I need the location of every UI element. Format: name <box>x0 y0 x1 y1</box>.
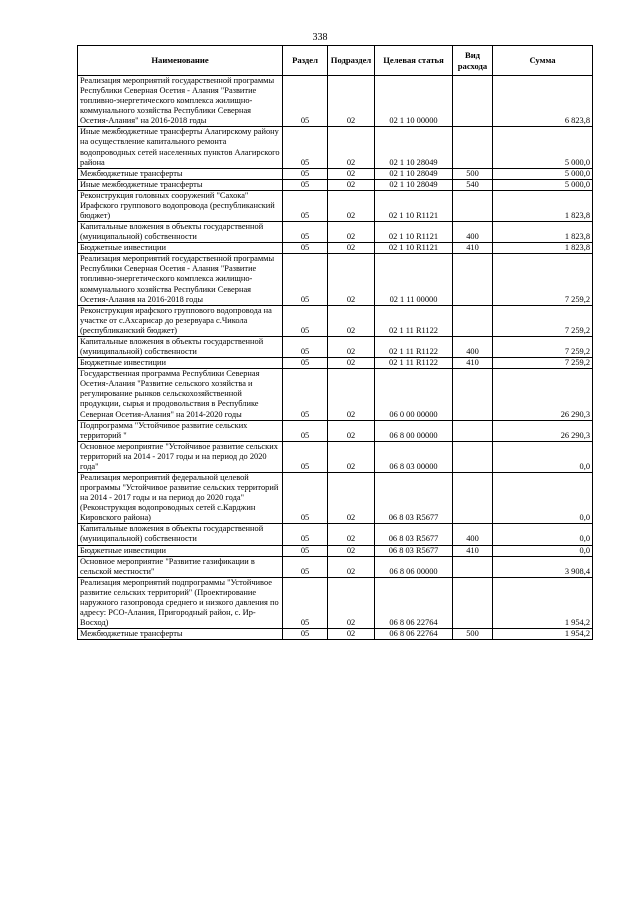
row-expense-type <box>453 441 493 472</box>
row-name: Межбюджетные трансферты <box>78 168 283 179</box>
row-sum: 1 954,2 <box>493 629 593 640</box>
row-expense-type <box>453 305 493 336</box>
row-name: Бюджетные инвестиции <box>78 243 283 254</box>
row-subsection: 02 <box>328 127 375 168</box>
row-subsection: 02 <box>328 168 375 179</box>
row-expense-type: 540 <box>453 179 493 190</box>
row-name: Бюджетные инвестиции <box>78 358 283 369</box>
row-subsection: 02 <box>328 369 375 420</box>
row-sum: 5 000,0 <box>493 127 593 168</box>
row-target: 02 1 10 28049 <box>375 168 453 179</box>
row-subsection: 02 <box>328 190 375 221</box>
row-subsection: 02 <box>328 358 375 369</box>
table-row <box>78 577 593 628</box>
row-sum: 1 823,8 <box>493 222 593 243</box>
row-section: 05 <box>283 369 328 420</box>
row-sum: 0,0 <box>493 545 593 556</box>
row-section: 05 <box>283 420 328 441</box>
row-subsection: 02 <box>328 336 375 357</box>
row-sum: 0,0 <box>493 441 593 472</box>
row-expense-type <box>453 369 493 420</box>
row-subsection: 02 <box>328 472 375 523</box>
row-subsection: 02 <box>328 545 375 556</box>
row-target: 06 8 03 00000 <box>375 441 453 472</box>
row-expense-type <box>453 76 493 127</box>
row-name: Государственная программа Республики Северная Осетия-Алания "Развитие сельского хозяйства и регулирование рынков сельскохозяйственной продукции, сырья и продовольствия в Республике Северная Осетия-Алания" на 2014-2020 годы <box>78 369 283 420</box>
table-row <box>78 243 593 254</box>
row-name: Реализация мероприятий государственной программы Республики Северная Осетия - Алания "Развитие топливно-энергетического комплекса жилищно-коммунального хозяйства Республики Северная Осетия-Алания" на 2016-2018 годы <box>78 76 283 127</box>
row-name: Капитальные вложения в объекты государственной (муниципальной) собственности <box>78 222 283 243</box>
row-name: Иные межбюджетные трансферты <box>78 179 283 190</box>
row-section: 05 <box>283 168 328 179</box>
row-expense-type <box>453 420 493 441</box>
row-subsection: 02 <box>328 222 375 243</box>
row-name: Межбюджетные трансферты <box>78 629 283 640</box>
row-section: 05 <box>283 336 328 357</box>
row-target: 06 8 06 22764 <box>375 577 453 628</box>
row-sum: 7 259,2 <box>493 254 593 305</box>
row-subsection: 02 <box>328 524 375 545</box>
row-section: 05 <box>283 524 328 545</box>
row-section: 05 <box>283 472 328 523</box>
row-expense-type <box>453 577 493 628</box>
row-expense-type: 400 <box>453 524 493 545</box>
table-row <box>78 190 593 221</box>
row-name: Подпрограмма "Устойчивое развитие сельских территорий " <box>78 420 283 441</box>
row-name: Основное мероприятие "Развитие газификации в сельской местности" <box>78 556 283 577</box>
row-subsection: 02 <box>328 243 375 254</box>
header-sum: Сумма <box>493 46 593 76</box>
table-row <box>78 545 593 556</box>
row-sum: 5 000,0 <box>493 168 593 179</box>
table-row <box>78 420 593 441</box>
row-section: 05 <box>283 556 328 577</box>
row-name: Капитальные вложения в объекты государственной (муниципальной) собственности <box>78 336 283 357</box>
row-subsection: 02 <box>328 305 375 336</box>
row-name: Капитальные вложения в объекты государственной (муниципальной) собственности <box>78 524 283 545</box>
table-row <box>78 524 593 545</box>
row-target: 02 1 10 28049 <box>375 127 453 168</box>
row-section: 05 <box>283 179 328 190</box>
row-sum: 7 259,2 <box>493 336 593 357</box>
table-row <box>78 76 593 127</box>
row-expense-type <box>453 556 493 577</box>
row-target: 06 8 03 R5677 <box>375 472 453 523</box>
row-expense-type: 410 <box>453 358 493 369</box>
row-subsection: 02 <box>328 441 375 472</box>
row-sum: 1 954,2 <box>493 577 593 628</box>
row-subsection: 02 <box>328 420 375 441</box>
row-target: 02 1 10 28049 <box>375 179 453 190</box>
row-name: Реализация мероприятий государственной программы Республики Северная Осетия - Алания "Развитие топливно-энергетического комплекса жилищно-коммунального хозяйства Республики Северная Осетия-Алания на 2016-2018 годы <box>78 254 283 305</box>
row-section: 05 <box>283 190 328 221</box>
row-sum: 1 823,8 <box>493 190 593 221</box>
row-section: 05 <box>283 305 328 336</box>
header-name: Наименование <box>78 46 283 76</box>
row-section: 05 <box>283 629 328 640</box>
table-row <box>78 358 593 369</box>
row-expense-type <box>453 472 493 523</box>
row-target: 02 1 11 R1122 <box>375 336 453 357</box>
page-number: 338 <box>312 32 328 43</box>
row-target: 06 8 03 R5677 <box>375 545 453 556</box>
row-name: Бюджетные инвестиции <box>78 545 283 556</box>
row-sum: 5 000,0 <box>493 179 593 190</box>
table-header-row <box>78 46 593 76</box>
row-sum: 6 823,8 <box>493 76 593 127</box>
table-row <box>78 336 593 357</box>
row-subsection: 02 <box>328 76 375 127</box>
row-section: 05 <box>283 76 328 127</box>
row-subsection: 02 <box>328 254 375 305</box>
budget-table <box>77 45 593 640</box>
row-sum: 0,0 <box>493 524 593 545</box>
row-target: 02 1 10 00000 <box>375 76 453 127</box>
header-subsection: Подраздел <box>328 46 375 76</box>
row-expense-type <box>453 127 493 168</box>
row-name: Реконструкция ирафского группового водопровода на участке от с.Ахсарисар до резервуара с.Чикола (республиканский бюджет) <box>78 305 283 336</box>
row-section: 05 <box>283 243 328 254</box>
table-row <box>78 556 593 577</box>
row-sum: 26 290,3 <box>493 420 593 441</box>
row-section: 05 <box>283 254 328 305</box>
row-sum: 7 259,2 <box>493 358 593 369</box>
row-subsection: 02 <box>328 577 375 628</box>
row-name: Реконструкция головных сооружений "Сахока" Ирафского группового водопровода (республиканский бюджет) <box>78 190 283 221</box>
row-name: Реализация мероприятий федеральной целевой программы "Устойчивое развитие сельских территорий на 2014 - 2017 годы и на период до 2020 года" (Реконструкция водопроводных сетей с.Карджин Кировского района) <box>78 472 283 523</box>
table-row <box>78 441 593 472</box>
row-target: 02 1 10 R1121 <box>375 222 453 243</box>
row-target: 02 1 11 00000 <box>375 254 453 305</box>
row-subsection: 02 <box>328 179 375 190</box>
row-expense-type: 410 <box>453 243 493 254</box>
row-expense-type: 400 <box>453 222 493 243</box>
row-subsection: 02 <box>328 556 375 577</box>
row-expense-type: 500 <box>453 168 493 179</box>
row-target: 06 8 03 R5677 <box>375 524 453 545</box>
row-sum: 0,0 <box>493 472 593 523</box>
row-sum: 26 290,3 <box>493 369 593 420</box>
row-target: 06 8 00 00000 <box>375 420 453 441</box>
table-row <box>78 179 593 190</box>
row-subsection: 02 <box>328 629 375 640</box>
table-row <box>78 629 593 640</box>
row-target: 02 1 11 R1122 <box>375 358 453 369</box>
row-expense-type <box>453 254 493 305</box>
row-name: Основное мероприятие "Устойчивое развитие сельских территорий на 2014 - 2017 годы и на период до 2020 года" <box>78 441 283 472</box>
row-name: Иные межбюджетные трансферты Алагирскому району на осуществление капитального ремонта водопроводных сетей населенных пунктов Алагирского района <box>78 127 283 168</box>
row-sum: 3 908,4 <box>493 556 593 577</box>
table-row <box>78 127 593 168</box>
table-row <box>78 305 593 336</box>
row-section: 05 <box>283 441 328 472</box>
row-section: 05 <box>283 358 328 369</box>
row-expense-type: 410 <box>453 545 493 556</box>
row-sum: 1 823,8 <box>493 243 593 254</box>
header-section: Раздел <box>283 46 328 76</box>
table-row <box>78 254 593 305</box>
row-expense-type: 500 <box>453 629 493 640</box>
row-sum: 7 259,2 <box>493 305 593 336</box>
row-target: 06 0 00 00000 <box>375 369 453 420</box>
table-row <box>78 222 593 243</box>
row-section: 05 <box>283 127 328 168</box>
row-target: 02 1 10 R1121 <box>375 190 453 221</box>
row-expense-type: 400 <box>453 336 493 357</box>
table-row <box>78 369 593 420</box>
row-section: 05 <box>283 222 328 243</box>
row-target: 02 1 10 R1121 <box>375 243 453 254</box>
row-section: 05 <box>283 545 328 556</box>
row-section: 05 <box>283 577 328 628</box>
row-name: Реализация мероприятий подпрограммы "Устойчивое развитие сельских территорий" (Проектирование наружного газопровода среднего и низкого давления по адресу: РСО-Алания, Пригородный район, с. Ир-Восход) <box>78 577 283 628</box>
header-target: Целевая статья <box>375 46 453 76</box>
row-target: 06 8 06 22764 <box>375 629 453 640</box>
row-target: 06 8 06 00000 <box>375 556 453 577</box>
row-target: 02 1 11 R1122 <box>375 305 453 336</box>
table-row <box>78 168 593 179</box>
header-expense-type: Вид расхода <box>453 46 493 76</box>
table-row <box>78 472 593 523</box>
row-expense-type <box>453 190 493 221</box>
